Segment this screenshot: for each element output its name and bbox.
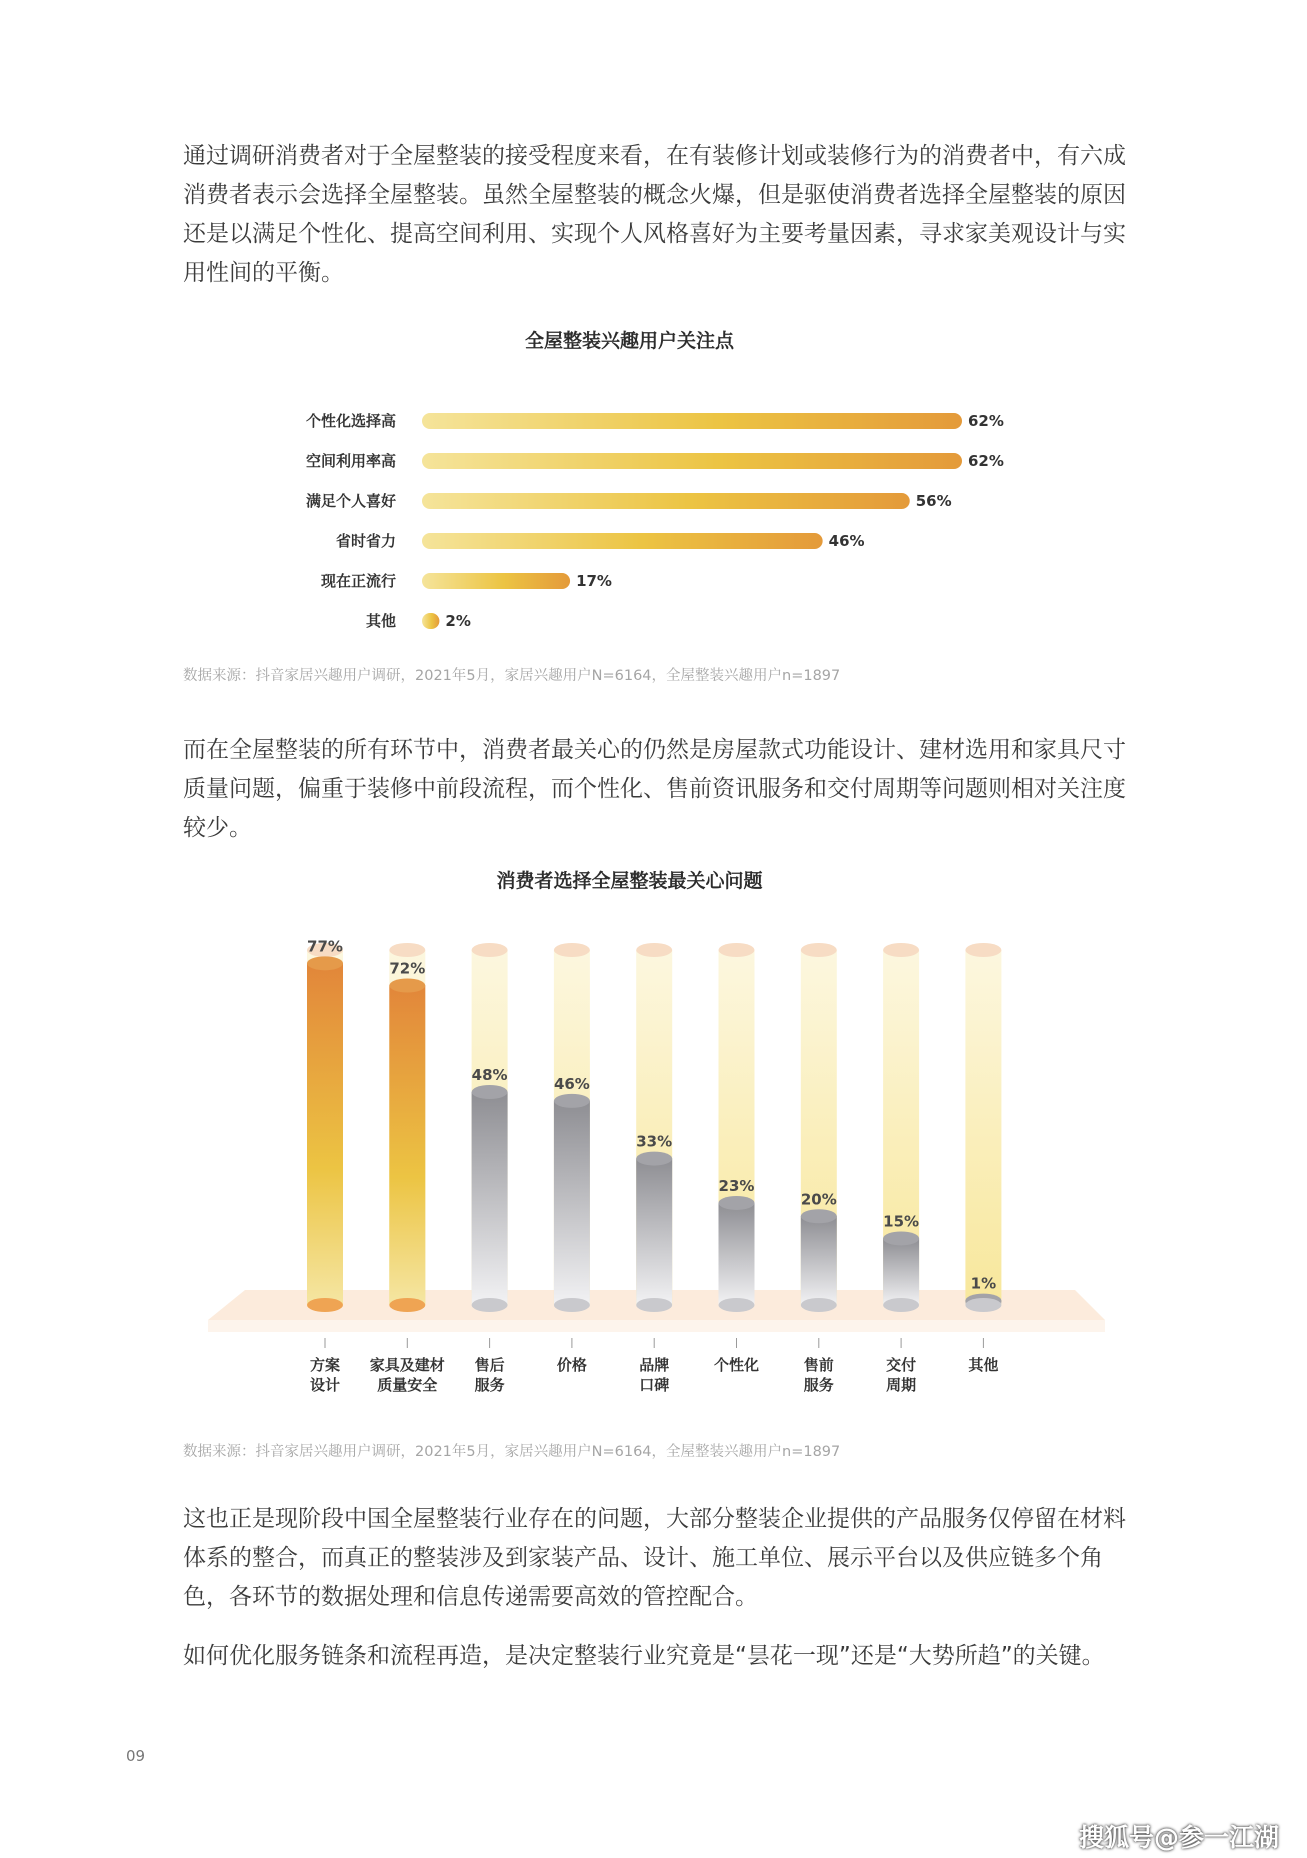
page-number: 09 bbox=[126, 1747, 146, 1765]
cylinder-base bbox=[965, 1298, 1001, 1312]
cylinder-track-cap bbox=[801, 943, 837, 957]
concern-paragraph: 而在全屋整装的所有环节中，消费者最关心的仍然是房屋款式功能设计、建材选用和家具尺寸质量问题，偏重于装修中前段流程，而个性化、售前资讯服务和交付周期等问题则相对关注度较少。 bbox=[183, 737, 1126, 841]
cylinder-bar-cap bbox=[719, 1196, 755, 1210]
cylinder-bar bbox=[719, 1203, 755, 1305]
cylinder-bar-cap bbox=[636, 1152, 672, 1166]
chart-title-interest-points: 全屋整装兴趣用户关注点 bbox=[524, 330, 734, 352]
cylinder-track-cap bbox=[389, 943, 425, 957]
industry-paragraph: 这也正是现阶段中国全屋整装行业存在的问题，大部分整装企业提供的产品服务仅停留在材料体系的整合，而真正的整装涉及到家装产品、设计、施工单位、展示平台以及供应链多个角色，各环节的数据处理和信息传递需要高效的管控配合。 bbox=[183, 1506, 1126, 1610]
hbar-label: 其他 bbox=[365, 612, 396, 630]
cylinder-category-label: 价格 bbox=[556, 1356, 587, 1374]
source-note-1: 数据来源：抖音家居兴趣用户调研，2021年5月，家居兴趣用户N=6164，全屋整装兴趣用户n=1897 bbox=[183, 668, 841, 684]
cylinder-bar-cap bbox=[883, 1231, 919, 1245]
cylinder-category-label: 家具及建材质量安全 bbox=[369, 1356, 445, 1394]
hbar-label: 满足个人喜好 bbox=[305, 492, 396, 510]
cylinder-bar-cap bbox=[472, 1085, 508, 1099]
chart-title-concerns: 消费者选择全屋整装最关心问题 bbox=[496, 870, 763, 892]
cylinder-base bbox=[636, 1298, 672, 1312]
cylinder-track-cap bbox=[965, 943, 1001, 957]
cylinder-category-label: 售后服务 bbox=[474, 1356, 505, 1394]
cylinder-track-cap bbox=[883, 943, 919, 957]
cylinder-category-label: 售前服务 bbox=[803, 1356, 834, 1394]
cylinder-category-label: 个性化 bbox=[713, 1356, 760, 1374]
cylinder-bar-cap bbox=[389, 979, 425, 993]
cylinder-value-label: 15% bbox=[883, 1212, 920, 1231]
cylinder-category-label: 其他 bbox=[968, 1356, 999, 1374]
conclusion-paragraph: 如何优化服务链条和流程再造，是决定整装行业究竟是“昙花一现”还是“大势所趋”的关键。 bbox=[183, 1643, 1105, 1669]
cylinder-value-label: 46% bbox=[553, 1074, 590, 1093]
cylinder-bar bbox=[554, 1101, 590, 1305]
chart-floor-edge bbox=[208, 1320, 1105, 1332]
cylinder-bar-cap bbox=[307, 956, 343, 970]
hbar-value-label: 56% bbox=[915, 492, 952, 510]
cylinder-base bbox=[472, 1298, 508, 1312]
cylinder-bar bbox=[307, 963, 343, 1305]
cylinder-category-label: 方案设计 bbox=[309, 1356, 341, 1394]
intro-paragraph: 通过调研消费者对于全屋整装的接受程度来看，在有装修计划或装修行为的消费者中，有六成消费者表示会选择全屋整装。虽然全屋整装的概念火爆，但是驱使消费者选择全屋整装的原因还是以满足个性化、提高空间利用、实现个人风格喜好为主要考量因素，寻求家美观设计与实用性间的平衡。 bbox=[183, 143, 1126, 286]
cylinder-base bbox=[883, 1298, 919, 1312]
cylinder-track-cap bbox=[636, 943, 672, 957]
hbar-label: 省时省力 bbox=[335, 532, 396, 550]
cylinder-bar bbox=[472, 1092, 508, 1305]
cylinder-category-label: 品牌口碑 bbox=[639, 1356, 670, 1394]
cylinder-bar bbox=[636, 1159, 672, 1305]
cylinder-base bbox=[554, 1298, 590, 1312]
source-note-2: 数据来源：抖音家居兴趣用户调研，2021年5月，家居兴趣用户N=6164，全屋整装兴趣用户n=1897 bbox=[183, 1444, 841, 1460]
cylinder-value-label: 72% bbox=[389, 959, 426, 978]
hbar-label: 现在正流行 bbox=[320, 572, 396, 590]
cylinder-value-label: 48% bbox=[471, 1066, 508, 1084]
cylinder-track-cap bbox=[472, 943, 508, 957]
cylinder-base bbox=[389, 1298, 425, 1312]
cylinder-base bbox=[307, 1298, 343, 1312]
hbar-value-label: 62% bbox=[968, 412, 1004, 430]
hbar-label: 空间利用率高 bbox=[305, 452, 396, 470]
cylinder-bar bbox=[883, 1238, 919, 1305]
cylinder-value-label: 33% bbox=[636, 1132, 673, 1151]
cylinder-value-label: 1% bbox=[970, 1274, 997, 1293]
cylinder-category-label: 交付周期 bbox=[886, 1356, 917, 1394]
hbar-value-label: 17% bbox=[576, 572, 612, 590]
cylinder-bar-cap bbox=[554, 1094, 590, 1108]
hbar-label: 个性化选择高 bbox=[305, 412, 396, 430]
cylinder-base bbox=[719, 1298, 755, 1312]
cylinder-bar-cap bbox=[801, 1209, 837, 1223]
cylinder-track-cap bbox=[719, 943, 755, 957]
cylinder-bar bbox=[389, 986, 425, 1306]
hbar-value-label: 62% bbox=[968, 452, 1004, 470]
cylinder-value-label: 20% bbox=[800, 1190, 837, 1209]
hbar-value-label: 46% bbox=[828, 532, 865, 550]
cylinder-bar bbox=[801, 1216, 837, 1305]
watermark: 搜狐号@参一江湖 bbox=[1078, 1823, 1279, 1852]
cylinder-track bbox=[965, 950, 1001, 1305]
cylinder-base bbox=[801, 1298, 837, 1312]
cylinder-track-cap bbox=[554, 943, 590, 957]
cylinder-value-label: 77% bbox=[307, 937, 343, 956]
hbar-value-label: 2% bbox=[445, 612, 471, 630]
cylinder-value-label: 23% bbox=[718, 1176, 755, 1195]
